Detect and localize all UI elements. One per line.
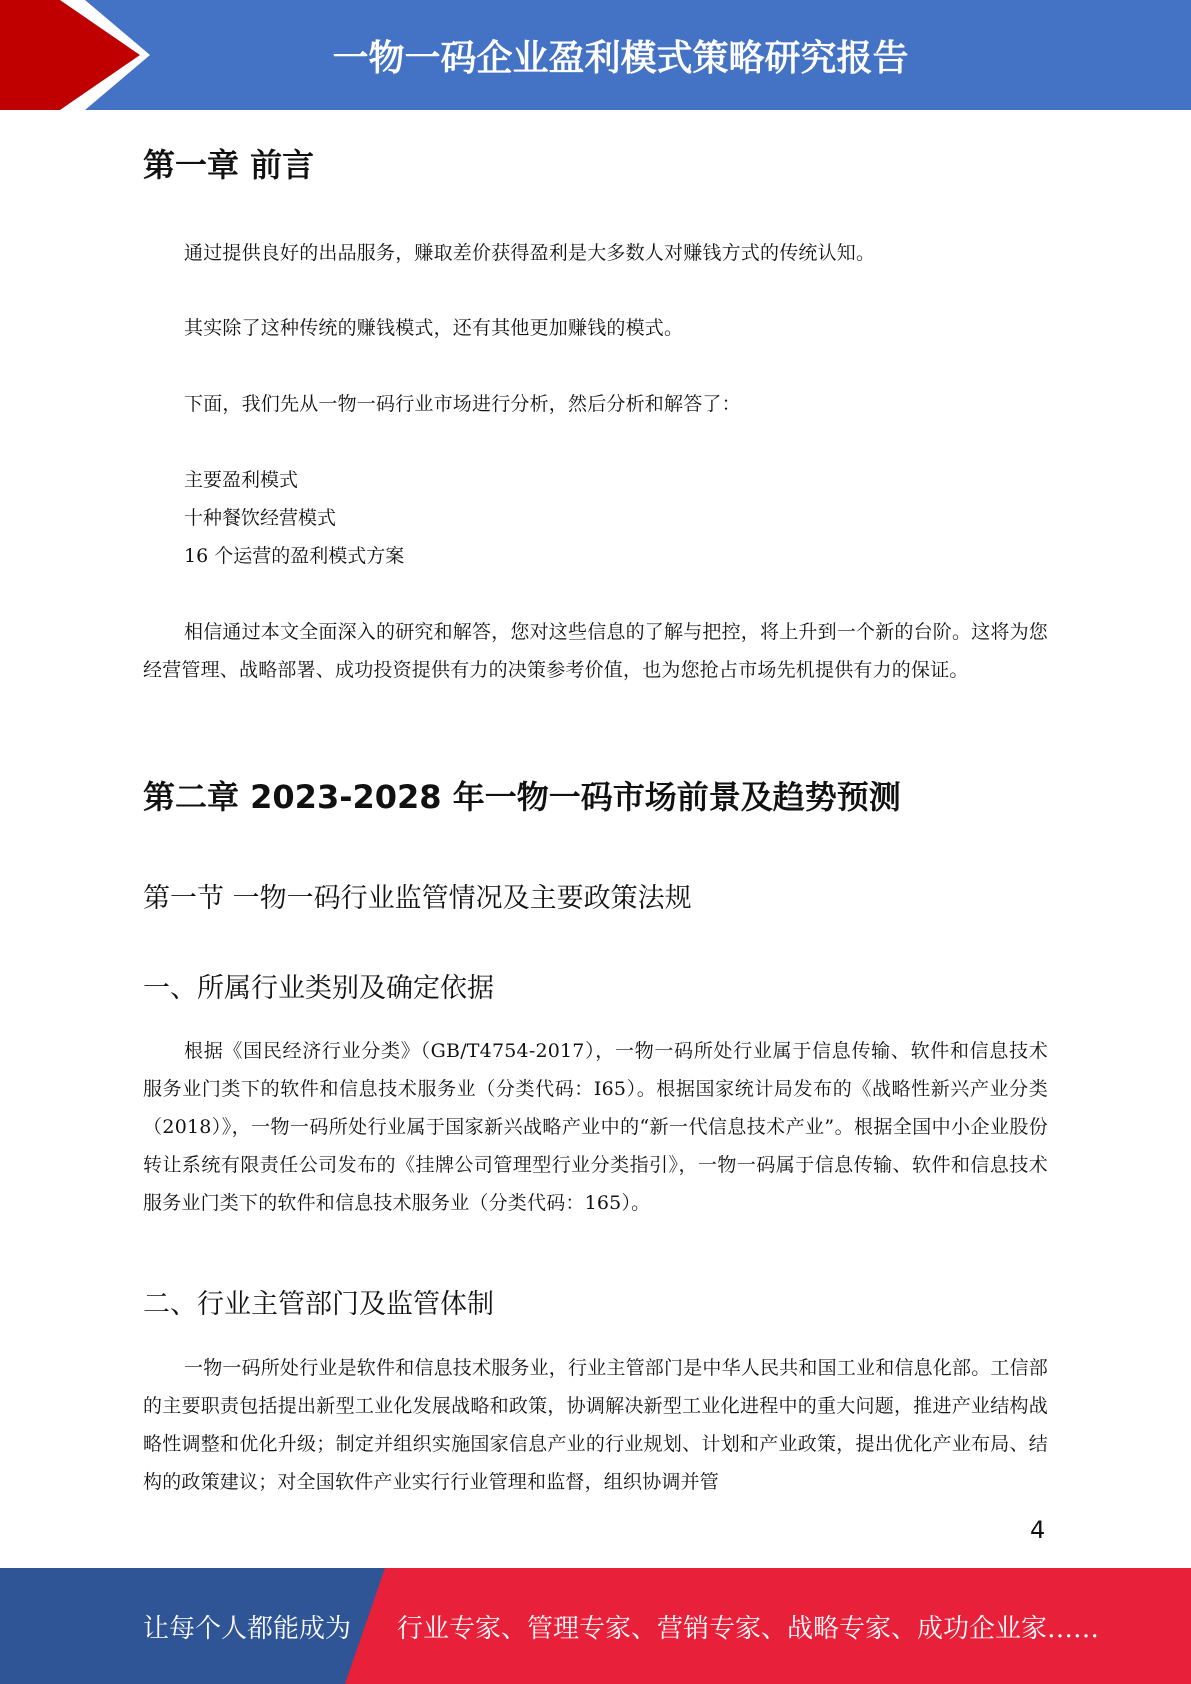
footer-banner xyxy=(0,1568,1191,1684)
list-item: 主要盈利模式 xyxy=(184,469,299,491)
page-number: 4 xyxy=(1030,1516,1046,1544)
chapter1-paragraph-2: 其实除了这种传统的赚钱模式，还有其他更加赚钱的模式。 xyxy=(184,317,684,339)
subsection2-heading: 二、行业主管部门及监管体制 xyxy=(143,1289,494,1320)
subsection2-text: 一物一码所处行业是软件和信息技术服务业，行业主管部门是中华人民共和国工业和信息化部。工信部的主要职责包括提出新型工业化发展战略和政策，协调解决新型工业化进程中的重大问题，推进产业结构战略性调整和优化升级；制定并组织实施国家信息产业的行业规划、计划和产业政策，提出优化产业布局、结构的政策建议；对全国软件产业实行行业管理和监督，组织协调并管 xyxy=(143,1357,1049,1493)
list-item: 16 个运营的盈利模式方案 xyxy=(184,545,405,567)
section1-heading: 第一节 一物一码行业监管情况及主要政策法规 xyxy=(143,883,692,914)
chapter1-paragraph-1: 通过提供良好的出品服务，赚取差价获得盈利是大多数人对赚钱方式的传统认知。 xyxy=(184,242,876,264)
subsection1-heading: 一、所属行业类别及确定依据 xyxy=(143,973,494,1004)
chapter1-heading: 第一章 前言 xyxy=(143,146,315,184)
footer-slogan-left: 让每个人都能成为 xyxy=(143,1613,352,1644)
list-item: 十种餐饮经营模式 xyxy=(184,507,337,529)
footer-slogan-right: 行业专家、管理专家、营销专家、战略专家、成功企业家…… xyxy=(397,1613,1100,1644)
chapter1-closing-paragraph: 相信通过本文全面深入的研究和解答，您对这些信息的了解与把控，将上升到一个新的台阶。这将为您经营管理、战略部署、成功投资提供有力的决策参考价值，也为您抢占市场先机提供有力的保证。 xyxy=(143,621,1049,681)
header-banner xyxy=(0,0,1191,110)
chapter2-heading: 第二章 2023-2028 年一物一码市场前景及趋势预测 xyxy=(143,778,901,816)
subsection1-text: 根据《国民经济行业分类》（GB/T4754-2017），一物一码所处行业属于信息传输、软件和信息技术服务业门类下的软件和信息技术服务业（分类代码：I65）。根据国家统计局发布的《战略性新兴产业分类（2018）》，一物一码所处行业属于国家新兴战略产业中的“新一代信息技术产业”。根据全国中小企业股份转让系统有限责任公司发布的《挂牌公司管理型行业分类指引》，一物一码属于信息传输、软件和信息技术服务业门类下的软件和信息技术服务业（分类代码：165）。 xyxy=(143,1040,1048,1214)
report-title: 一物一码企业盈利模式策略研究报告 xyxy=(332,37,909,79)
chapter1-paragraph-3: 下面，我们先从一物一码行业市场进行分析，然后分析和解答了： xyxy=(184,393,741,415)
